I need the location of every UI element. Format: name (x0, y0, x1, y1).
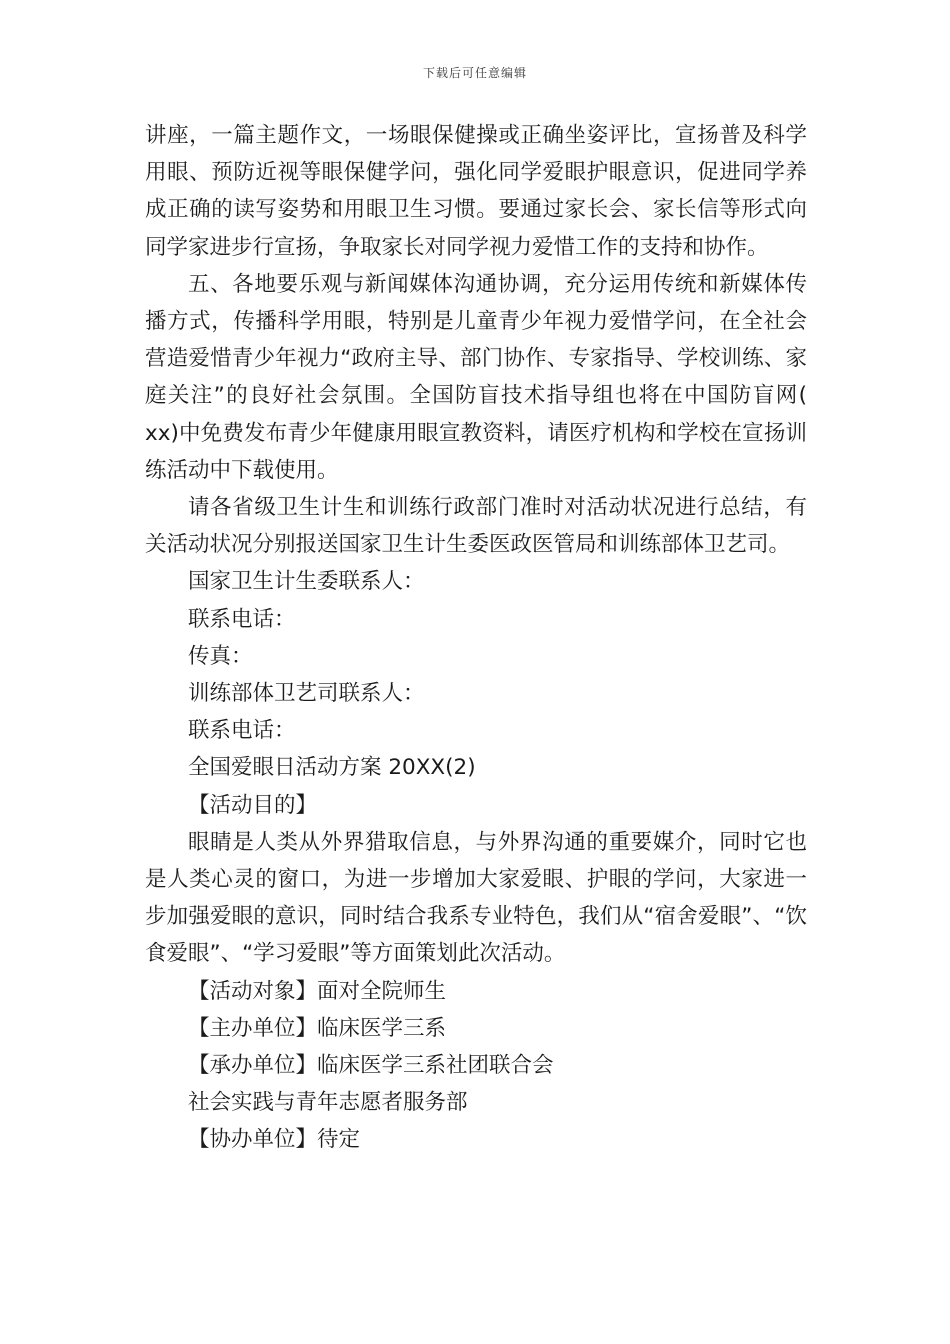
activity-organizer: 【承办单位】临床医学三系社团联合会 (188, 1053, 554, 1079)
document-body (145, 117, 807, 1159)
activity-target: 【活动对象】面对全院师生 (188, 978, 447, 1004)
activity-organizer-sub: 社会实践与青年志愿者服务部 (188, 1090, 468, 1116)
contact-education-ministry: 训练部体卫艺司联系人： (188, 681, 425, 707)
activity-host: 【主办单位】临床医学三系 (188, 1015, 447, 1041)
paragraph-purpose: 眼睛是人类从外界猎取信息，与外界沟通的重要媒介，同时它也是人类心灵的窗口，为进一步增加大家爱眼、护眼的学问，大家进一步加强爱眼的意识，同时结合我系专业特色，我们从“宿舍爱眼”、“饮食爱眼”、“学习爱眼”等方面策划此次活动。 (145, 829, 807, 967)
purpose-heading: 【活动目的】 (188, 792, 318, 818)
paragraph-summary: 请各省级卫生计生和训练行政部门准时对活动状况进行总结，有关活动状况分别报送国家卫生计生委医政医管局和训练部体卫艺司。 (145, 495, 807, 558)
contact-phone-2: 联系电话： (188, 718, 296, 744)
activity-cohost: 【协办单位】待定 (188, 1127, 361, 1153)
page-header: 下载后可任意编辑 (422, 66, 527, 80)
paragraph-media: 五、各地要乐观与新闻媒体沟通协调，充分运用传统和新媒体传播方式，传播科学用眼，特别是儿童青少年视力爱惜学问，在全社会营造爱惜青少年视力“政府主导、部门协作、专家指导、学校训练、家庭关注”的良好社会氛围。全国防盲技术指导组也将在中国防盲网( xx)中免费发布青少年健康用眼宣教资料，请医疗机构和学校在宣扬训练活动中下载使用。 (145, 271, 807, 483)
contact-health-commission: 国家卫生计生委联系人： (188, 569, 425, 595)
contact-fax: 传真： (188, 643, 253, 669)
section-title: 全国爱眼日活动方案 20XX(2) (188, 755, 476, 781)
contact-phone-1: 联系电话： (188, 606, 296, 632)
paragraph-lecture: 讲座，一篇主题作文，一场眼保健操或正确坐姿评比，宣扬普及科学用眼、预防近视等眼保健学问，强化同学爱眼护眼意识，促进同学养成正确的读写姿势和用眼卫生习惯。要通过家长会、家长信等形式向同学家进步行宣扬，争取家长对同学视力爱惜工作的支持和协作。 (145, 123, 807, 260)
